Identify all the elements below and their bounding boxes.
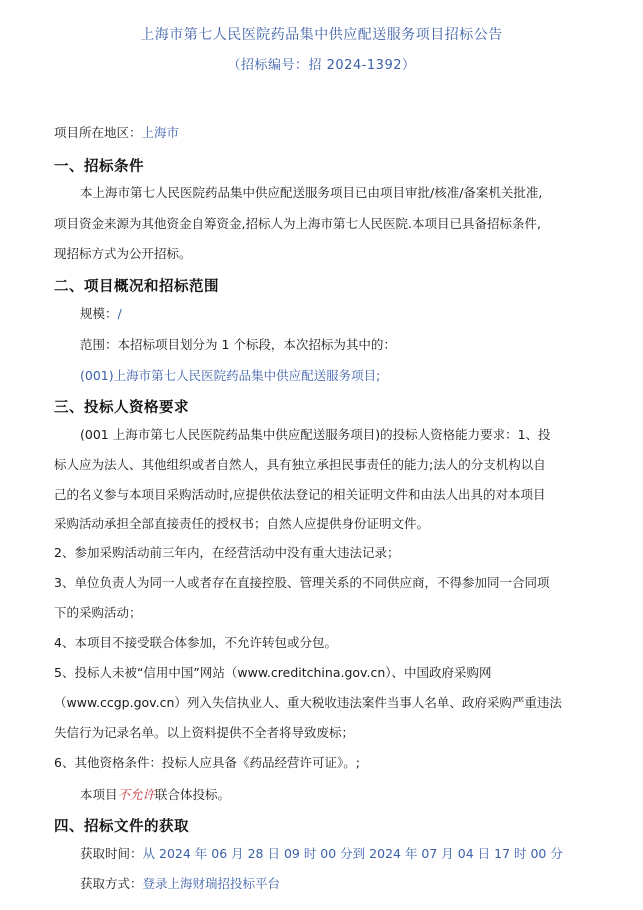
section-heading-3: 三、投标人资格要求 [54,400,189,416]
section-heading-4: 四、招标文件的获取 [54,819,189,835]
section-heading-1: 一、招标条件 [54,159,144,175]
s1-line-1: 本上海市第七人民医院药品集中供应配送服务项目已由项目审批/核准/备案机关批准, [80,185,543,200]
s1-line-3: 现招标方式为公开招标。 [54,246,192,261]
location-label: 项目所在地区： [54,125,142,140]
s3-q1-line-2: 标人应为法人、其他组织或者自然人，具有独立承担民事责任的能力;法人的分支机构以自 [54,457,546,472]
s3-q1-line-3: 己的名义参与本项目采购活动时,应提供依法登记的相关证明文件和由法人出具的对本项目 [54,487,546,502]
s3-q3-line-2: 下的采购活动； [54,605,142,620]
scale-label: 规模： [80,306,118,321]
section-heading-2: 二、项目概况和招标范围 [54,279,219,295]
s2-scope: 范围：本招标项目划分为 1 个标段，本次招标为其中的： [80,337,396,352]
s3-q2: 2、参加采购活动前三年内，在经营活动中没有重大违法记录； [54,545,400,560]
tender-number: （招标编号：招 2024-1392） [227,58,416,73]
s4-time [80,845,563,862]
s3-q3-line-1: 3、单位负责人为同一人或者存在直接控股、管理关系的不同供应商，不得参加同一合同项 [54,575,550,590]
s3-q1-line-1: (001 上海市第七人民医院药品集中供应配送服务项目)的投标人资格能力要求：1、投 [80,427,551,442]
page-title: 上海市第七人民医院药品集中供应配送服务项目招标公告 [140,27,503,43]
method-label: 获取方式： [80,876,143,891]
location-value: 上海市 [141,125,180,140]
project-location [54,124,179,141]
joint-bid-status: 不允许 [117,787,156,802]
time-label: 获取时间： [80,846,143,861]
s3-q4: 4、本项目不接受联合体参加，不允许转包或分包。 [54,635,337,650]
s3-q1-line-4: 采购活动承担全部直接责任的授权书；自然人应提供身份证明文件。 [54,516,430,531]
joint-bid-prefix: 本项目 [80,787,118,802]
joint-bid-suffix: 联合体投标。 [155,787,231,802]
s3-joint-bid [80,786,230,803]
s3-q6: 6、其他资格条件：投标人应具备《药品经营许可证》。; [54,755,360,770]
s1-line-2: 项目资金来源为其他资金自筹资金,招标人为上海市第七人民医院.本项目已具备招标条件, [54,216,541,231]
time-value: 从 2024 年 06 月 28 日 09 时 00 分到 2024 年 07 月 04 日 17 时 00 分 [142,846,563,861]
s4-method [80,875,280,892]
s3-q5-line-1: 5、投标人未被“信用中国”网站（www.creditchina.gov.cn）、中国政府采购网 [54,665,492,680]
method-value: 登录上海财瑞招投标平台 [142,876,281,891]
s3-q5-line-2: （www.ccgp.gov.cn）列入失信执业人、重大税收违法案件当事人名单、政府采购严重违法 [54,695,562,710]
scale-value: / [117,306,122,321]
s2-lot: (001)上海市第七人民医院药品集中供应配送服务项目; [80,368,381,383]
s2-scale [80,305,122,322]
s3-q5-line-3: 失信行为记录名单。以上资料提供不全者将导致废标； [54,725,355,740]
